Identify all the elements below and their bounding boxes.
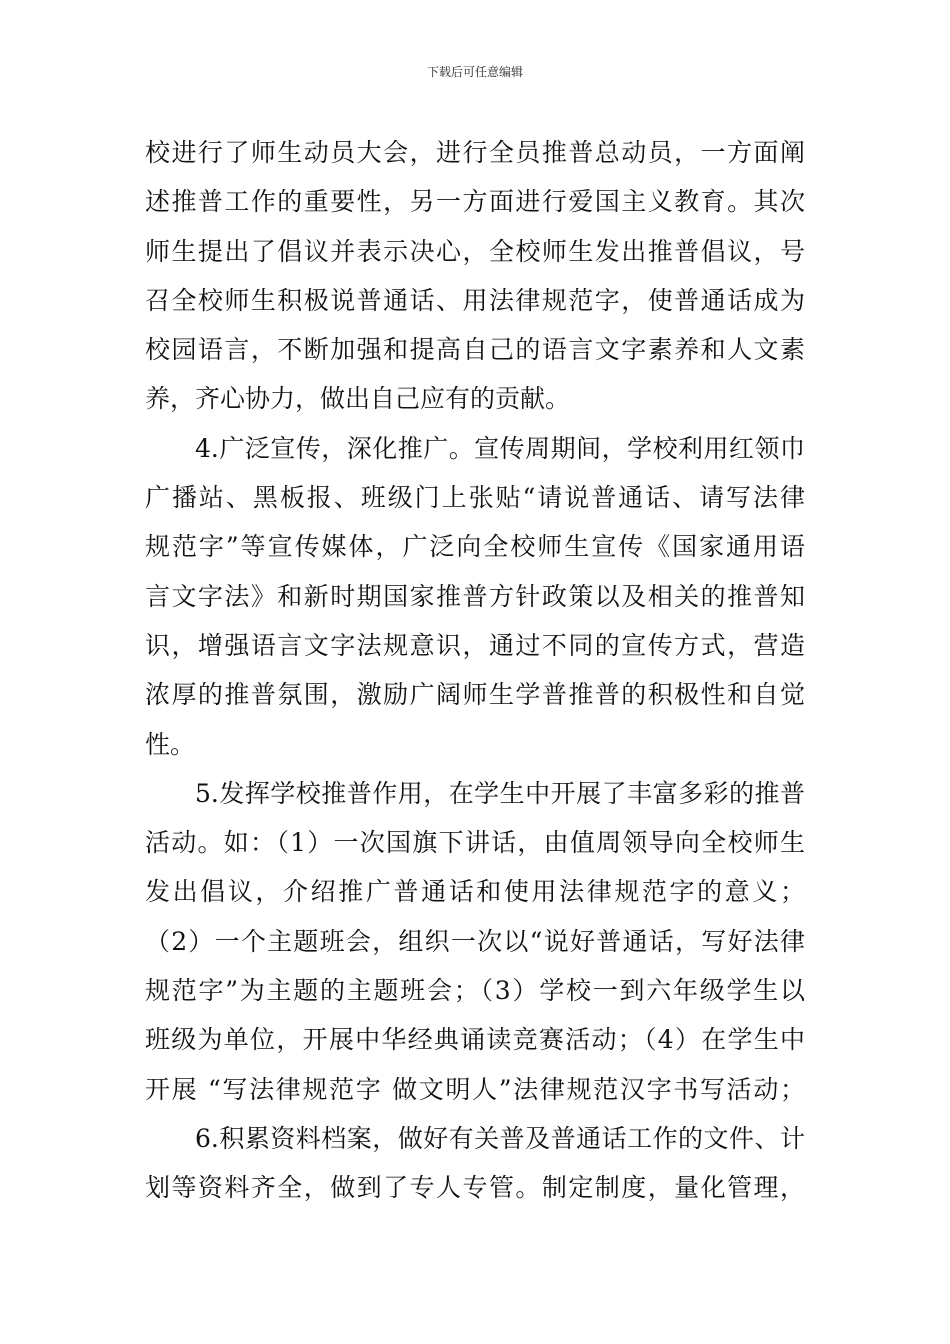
text-line: 规范字”为主题的主题班会；（3）学校一到六年级学生以 (145, 976, 805, 1006)
text-line: 识，增强语言文字法规意识，通过不同的宣传方式，营造 (145, 630, 805, 660)
text-line: 性。 (145, 729, 196, 759)
text-line: 言文字法》和新时期国家推普方针政策以及相关的推普知 (145, 581, 805, 611)
paragraph (145, 1114, 805, 1213)
paragraph (145, 769, 805, 1114)
text-line: （2）一个主题班会，组织一次以“说好普通话，写好法律 (145, 926, 805, 956)
text-line: 养，齐心协力，做出自己应有的贡献。 (145, 384, 571, 414)
text-line: 规范字”等宣传媒体，广泛向全校师生宣传《国家通用语 (145, 532, 805, 562)
text-line: 5.发挥学校推普作用，在学生中开展了丰富多彩的推普 (195, 778, 805, 808)
text-line: 4.广泛宣传，深化推广。宣传周期间，学校利用红领巾 (195, 433, 805, 463)
text-line: 述推普工作的重要性，另一方面进行爱国主义教育。其次 (145, 187, 805, 217)
text-line: 广播站、黑板报、班级门上张贴“请说普通话、请写法律 (145, 483, 805, 513)
text-line: 校进行了师生动员大会，进行全员推普总动员，一方面阐 (145, 138, 805, 167)
text-line: 班级为单位，开展中华经典诵读竞赛活动；（4）在学生中 (145, 1025, 805, 1055)
text-line: 开展 “写法律规范字 做文明人”法律规范汉字书写活动； (145, 1074, 805, 1104)
paragraph (145, 128, 805, 424)
text-line: 召全校师生积极说普通话、用法律规范字，使普通话成为 (145, 285, 805, 315)
text-line: 6.积累资料档案，做好有关普及普通话工作的文件、计 (195, 1123, 805, 1153)
page-header: 下载后可任意编辑 (426, 65, 523, 79)
document-body (145, 128, 805, 1213)
paragraph (145, 424, 805, 769)
text-line: 活动。如：（1）一次国旗下讲话，由值周领导向全校师生 (145, 828, 805, 858)
text-line: 校园语言，不断加强和提高自己的语言文字素养和人文素 (145, 335, 805, 365)
text-line: 发出倡议，介绍推广普通话和使用法律规范字的意义； (145, 877, 805, 907)
text-line: 师生提出了倡议并表示决心，全校师生发出推普倡议，号 (145, 236, 805, 266)
text-line: 浓厚的推普氛围，激励广阔师生学普推普的积极性和自觉 (145, 680, 805, 710)
text-line: 划等资料齐全，做到了专人专管。制定制度，量化管理， (145, 1173, 805, 1203)
